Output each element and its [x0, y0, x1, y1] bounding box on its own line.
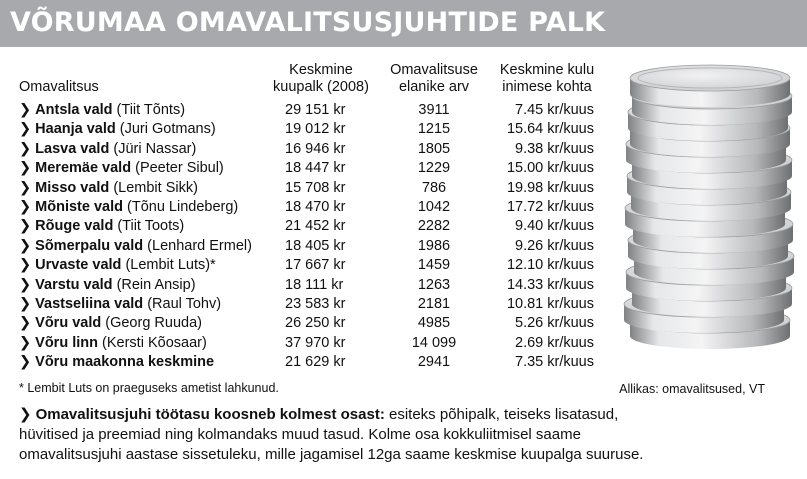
salary-cell: 18 111 kr — [285, 276, 344, 293]
municipality-cell — [19, 276, 196, 295]
leader-name: (Tiit Tõnts) — [116, 102, 186, 118]
population-cell: 2941 — [417, 354, 451, 371]
population-cell: 1229 — [417, 160, 451, 177]
municipality-cell — [19, 159, 224, 178]
salary-cell: 29 151 kr — [285, 102, 346, 118]
salary-cell: 21 452 kr — [285, 218, 346, 235]
municipality-cell — [19, 217, 184, 236]
table-row — [0, 140, 620, 159]
coin-stack-illustration — [620, 58, 800, 378]
municipality-cell — [19, 256, 216, 275]
leader-name: (Lembit Sikk) — [113, 179, 198, 196]
cost-cell: 19.98 kr/kuus — [506, 179, 594, 196]
table-row — [0, 237, 620, 256]
table-row-average — [0, 353, 620, 372]
salary-cell: 15 708 kr — [285, 179, 346, 196]
leader-name: (Rein Ansip) — [116, 276, 196, 293]
explanation-paragraph — [19, 405, 709, 465]
population-cell: 1042 — [417, 198, 451, 215]
table-row — [0, 159, 620, 178]
salary-cell: 19 012 kr — [285, 121, 346, 138]
chevron-right-icon: ❯ — [19, 406, 32, 423]
cost-cell: 2.69 kr/kuus — [515, 334, 594, 351]
leader-name: (Juri Gotmans) — [119, 121, 216, 138]
population-cell: 3911 — [418, 102, 450, 118]
column-header-name: Omavalitsus — [19, 79, 99, 95]
chevron-right-icon: ❯ — [19, 160, 32, 177]
municipality-name: Sõmerpalu vald — [35, 237, 144, 254]
population-cell: 2181 — [417, 295, 451, 312]
leader-name: (Peeter Sibul) — [135, 160, 224, 177]
table-row — [0, 217, 620, 236]
coin-stack — [624, 65, 794, 349]
leader-name: (Lembit Luts)* — [125, 257, 216, 274]
municipality-name: Urvaste vald — [35, 257, 122, 274]
table-row — [0, 179, 620, 198]
table-row — [0, 120, 620, 139]
page-title: VÕRUMAA OMAVALITSUSJUHTIDE PALK — [10, 7, 606, 38]
salary-cell: 18 470 kr — [285, 198, 346, 215]
cost-cell: 15.64 kr/kuus — [506, 121, 594, 138]
municipality-name: Võru vald — [35, 315, 102, 332]
column-header-population-line2: elanike arv — [398, 79, 470, 95]
cost-cell: 9.26 kr/kuus — [515, 237, 594, 254]
source-note: Allikas: omavalitsused, VT — [619, 382, 765, 396]
table-row — [0, 295, 620, 314]
chevron-right-icon: ❯ — [19, 315, 32, 332]
population-cell: 14 099 — [411, 334, 457, 351]
chevron-right-icon: ❯ — [19, 179, 32, 196]
salary-table — [0, 101, 620, 372]
chevron-right-icon: ❯ — [19, 334, 32, 351]
table-row — [0, 101, 620, 120]
municipality-cell — [19, 179, 198, 198]
leader-name: (Tõnu Lindeberg) — [127, 198, 239, 215]
municipality-cell — [19, 353, 214, 372]
salary-cell: 17 667 kr — [285, 257, 346, 274]
chevron-right-icon: ❯ — [19, 257, 32, 274]
cost-cell: 5.26 kr/kuus — [515, 315, 594, 332]
chevron-right-icon: ❯ — [19, 354, 32, 371]
leader-name: (Raul Tohv) — [147, 295, 222, 312]
municipality-cell — [19, 101, 185, 120]
population-cell: 2282 — [417, 218, 451, 235]
cost-cell: 10.81 kr/kuus — [506, 295, 594, 312]
municipality-cell — [19, 295, 221, 314]
leader-name: (Tiit Toots) — [117, 218, 185, 235]
salary-cell: 23 583 kr — [285, 295, 346, 312]
salary-cell: 16 946 kr — [285, 140, 346, 157]
table-row — [0, 198, 620, 217]
cost-cell: 7.45 kr/kuus — [515, 102, 594, 118]
cost-cell: 14.33 kr/kuus — [506, 276, 594, 293]
chevron-right-icon: ❯ — [19, 102, 32, 118]
municipality-cell — [19, 198, 238, 217]
municipality-name: Mõniste vald — [35, 198, 123, 215]
cost-cell: 7.35 kr/kuus — [515, 354, 594, 371]
leader-name: (Georg Ruuda) — [105, 315, 202, 332]
leader-name: (Kersti Kõosaar) — [102, 334, 207, 351]
municipality-name: Meremäe vald — [35, 160, 132, 177]
municipality-name: Vastseliina vald — [35, 295, 144, 312]
municipality-cell — [19, 120, 216, 139]
chevron-right-icon: ❯ — [19, 121, 32, 138]
cost-cell: 12.10 kr/kuus — [506, 257, 594, 274]
population-cell: 1263 — [417, 276, 451, 293]
municipality-name: Misso vald — [35, 179, 110, 196]
municipality-name: Lasva vald — [35, 140, 110, 157]
table-row — [0, 314, 620, 333]
population-cell: 1805 — [417, 140, 451, 157]
column-header-pay-line2: kuupalk (2008) — [273, 79, 369, 95]
municipality-name: Varstu vald — [35, 276, 113, 293]
population-cell: 1986 — [417, 237, 451, 254]
municipality-cell — [19, 314, 202, 333]
table-row — [0, 334, 620, 353]
municipality-cell — [19, 334, 207, 353]
salary-cell: 37 970 kr — [285, 334, 346, 351]
municipality-name: Võru maakonna keskmine — [35, 354, 215, 371]
municipality-name: Antsla vald — [35, 102, 113, 118]
cost-cell: 17.72 kr/kuus — [506, 198, 594, 215]
column-header-cost — [485, 62, 609, 96]
column-header-pay — [258, 62, 384, 96]
chevron-right-icon: ❯ — [19, 295, 32, 312]
paragraph-lead: Omavalitsusjuhi töötasu koosneb kolmest osast: — [35, 406, 385, 423]
chevron-right-icon: ❯ — [19, 198, 32, 215]
population-cell: 1459 — [417, 257, 451, 274]
column-header-population — [380, 62, 488, 96]
chevron-right-icon: ❯ — [19, 140, 32, 157]
population-cell: 4985 — [417, 315, 451, 332]
salary-cell: 21 629 kr — [285, 354, 346, 371]
municipality-name: Võru linn — [35, 334, 98, 351]
salary-cell: 18 405 kr — [285, 237, 346, 254]
column-header-cost-line1: Keskmine kulu — [499, 62, 595, 78]
population-cell: 786 — [421, 179, 447, 196]
paragraph-line2: hüvitised ja preemiad ning kolmandaks muud tasud. Kolme osa kokkuliitmisel saame — [19, 426, 581, 443]
column-header-population-line1: Omavalitsuse — [390, 62, 478, 78]
leader-name: (Jüri Nassar) — [113, 140, 197, 157]
municipality-name: Rõuge vald — [35, 218, 114, 235]
cost-cell: 9.38 kr/kuus — [515, 140, 594, 157]
chevron-right-icon: ❯ — [19, 218, 32, 235]
municipality-cell — [19, 237, 252, 256]
table-row — [0, 276, 620, 295]
footnote: * Lembit Luts on praeguseks ametist lahkunud. — [19, 381, 279, 395]
column-header-pay-line1: Keskmine — [289, 62, 353, 78]
column-header-cost-line2: inimese kohta — [502, 79, 592, 95]
cost-cell: 15.00 kr/kuus — [506, 160, 594, 177]
salary-cell: 26 250 kr — [285, 315, 346, 332]
population-cell: 1215 — [417, 121, 451, 138]
paragraph-line3: omavalitsusjuhi aastase sissetuleku, mille jagamisel 12ga saame keskmise kuupalga suuruse. — [19, 446, 644, 463]
cost-cell: 9.40 kr/kuus — [515, 218, 594, 235]
chevron-right-icon: ❯ — [19, 237, 32, 254]
table-row — [0, 256, 620, 275]
paragraph-line1: esiteks põhipalk, teiseks lisatasud, — [384, 406, 619, 423]
municipality-cell — [19, 140, 196, 159]
leader-name: (Lenhard Ermel) — [147, 237, 252, 254]
chevron-right-icon: ❯ — [19, 276, 32, 293]
title-bar — [0, 0, 807, 47]
salary-cell: 18 447 kr — [285, 160, 346, 177]
municipality-name: Haanja vald — [35, 121, 116, 138]
